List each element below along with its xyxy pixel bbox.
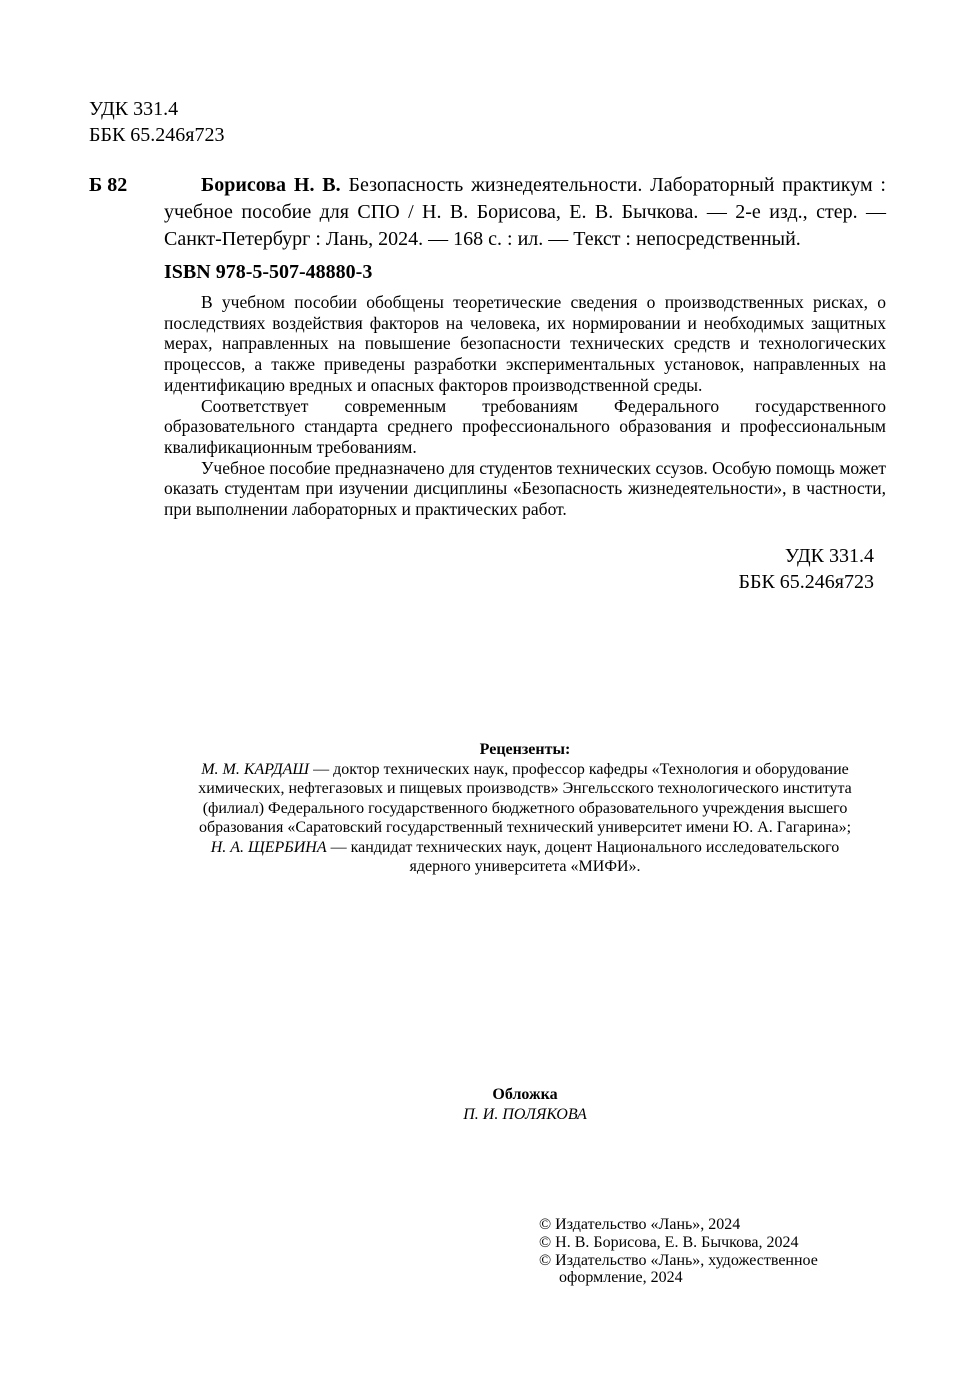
copyright-line: © Издательство «Лань», 2024 (539, 1216, 741, 1233)
cover-title: Обложка (492, 1086, 558, 1103)
reviewer-1-name: М. М. КАРДАШ (201, 760, 310, 778)
reviewer-1-text: химических, нефтегазовых и пищевых производств» Энгельсского технологического института (198, 780, 852, 797)
reviewer-1-text: (филиал) Федерального государственного бюджетного образовательного учреждения высшего (202, 799, 848, 817)
abstract-paragraph: Соответствует современным требованиям Федерального государственного образовательного стандарта среднего профессионального образования и профессиональным квалификационным требованиям. (164, 395, 886, 457)
bibliographic-record (164, 172, 886, 253)
reviewer-2-line (164, 838, 886, 858)
isbn: ISBN 978-5-507-48880-3 (164, 261, 373, 283)
copyright-line: оформление, 2024 (559, 1269, 683, 1287)
biblio-description: Безопасность жизнедеятельности. Лабораторный практикум : учебное пособие для СПО / Н. В. Борисова, Е. В. Бычкова. — 2-е изд., стер. — Санкт-Петербург : Лань, 2024. — 168 с. : ил. — Текст : непосредственный. (164, 174, 886, 250)
abstract-paragraph: В учебном пособии обобщены теоретические сведения о производственных рисках, о последствиях воздействия факторов на человека, их нормировании и необходимых защитных мерах, направленных на повышение безопасности технических средств и технологических процессов, а также приведены разработки экспериментальных установок, направленных на идентификацию вредных и опасных факторов производственной среды. (164, 292, 886, 395)
reviewer-1-text: — доктор технических наук, профессор кафедры «Технология и оборудование (309, 760, 849, 778)
cover-designer: П. И. ПОЛЯКОВА (463, 1105, 587, 1123)
copyright-line: © Н. В. Борисова, Е. В. Бычкова, 2024 (539, 1233, 799, 1251)
abstract (164, 292, 886, 520)
reviewer-1-text: образования «Саратовский государственный технический университет имени Ю. А. Гагарина»; (198, 819, 852, 836)
bbk-code: ББК 65.246я723 (89, 124, 225, 146)
reviewers-title: Рецензенты: (479, 741, 571, 758)
udk-code: УДК 331.4 (784, 545, 874, 567)
copyright-block (539, 1216, 818, 1287)
abstract-paragraph: Учебное пособие предназначено для студентов технических ссузов. Особую помощь может оказать студентам при изучении дисциплины «Безопасность жизнедеятельности», в частности, при выполнении лабораторных и практических работ. (164, 457, 886, 520)
copyright-line: © Издательство «Лань», художественное (539, 1251, 818, 1269)
reviewer-1-line (164, 760, 886, 780)
udk-block-right (640, 543, 874, 595)
reviewer-2-text: ядерного университета «МИФИ». (409, 858, 641, 875)
udk-block-top (89, 96, 225, 148)
cover-credit (164, 1085, 886, 1124)
udk-code: УДК 331.4 (89, 98, 179, 120)
reviewer-2-name: Н. А. ЩЕРБИНА (210, 838, 327, 856)
bbk-code: ББК 65.246я723 (738, 571, 874, 593)
biblio-author: Борисова Н. В. (201, 174, 341, 196)
reviewer-2-text: — кандидат технических наук, доцент Национального исследовательского (326, 838, 840, 856)
reviewers-block (164, 740, 886, 877)
author-sign: Б 82 (89, 174, 128, 196)
